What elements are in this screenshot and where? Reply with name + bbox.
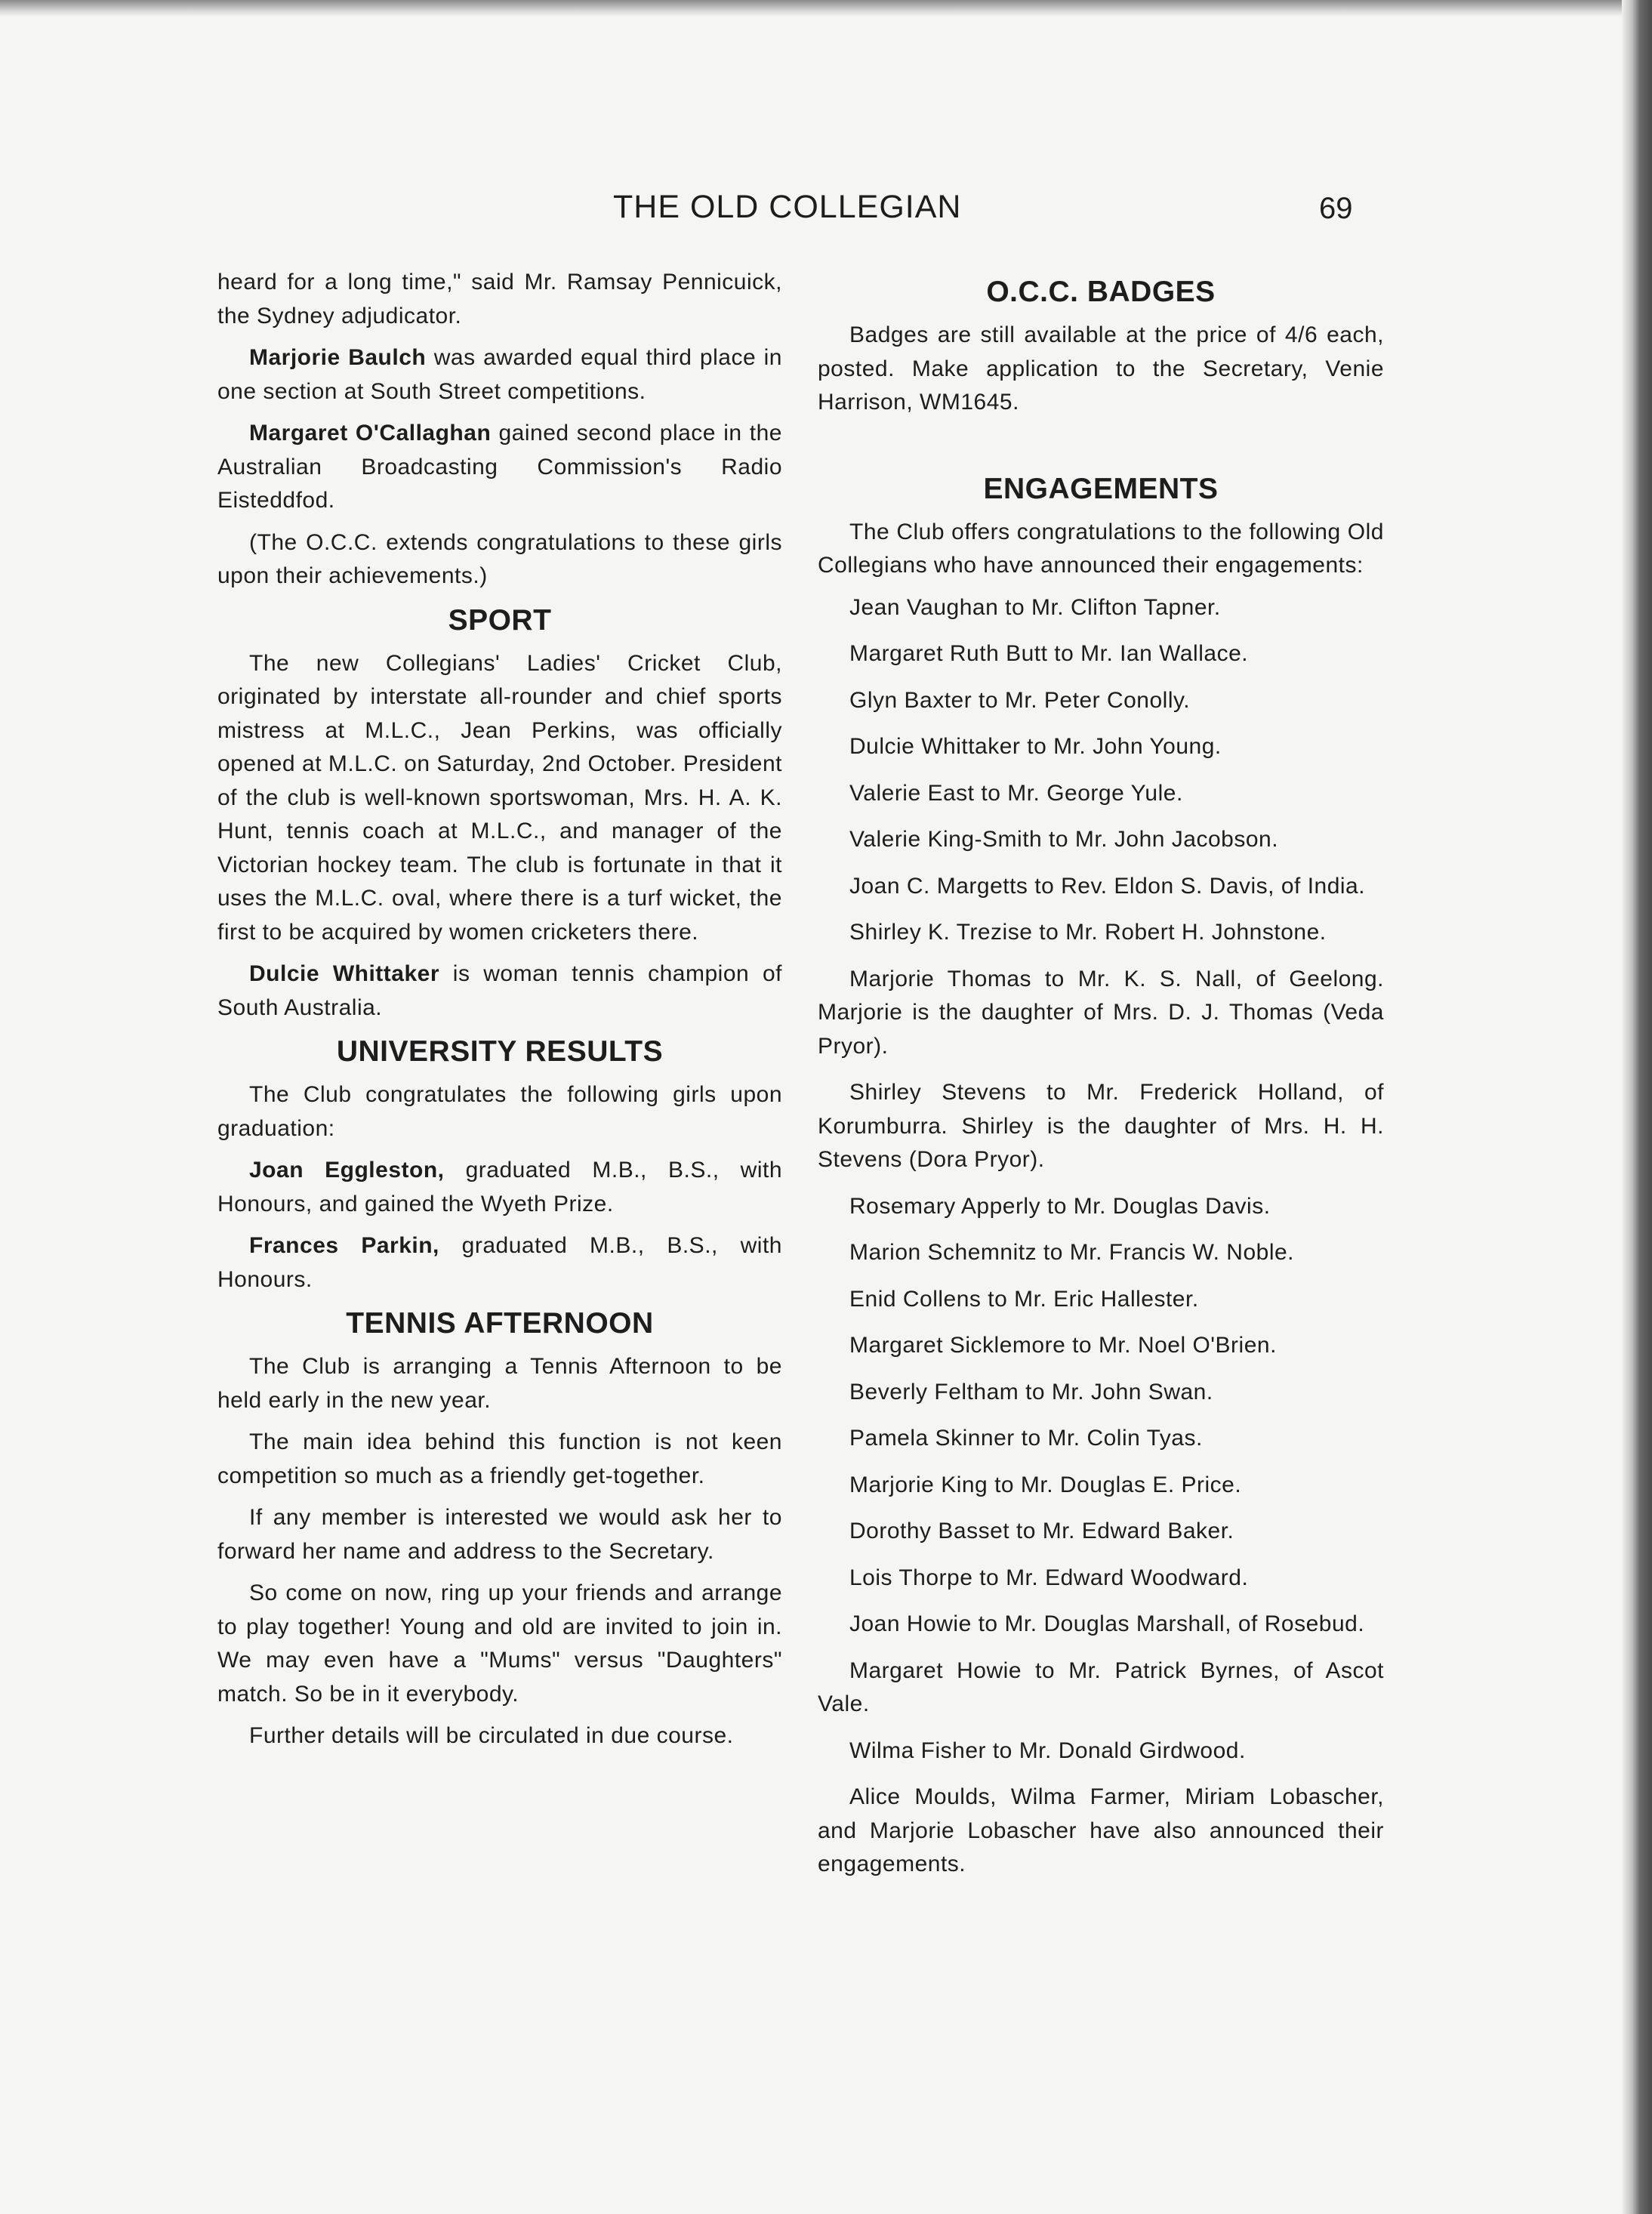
eggleston-paragraph (217, 1154, 782, 1221)
engagement-entry: Dulcie Whittaker to Mr. John Young. (849, 734, 1222, 759)
engagement-entry: Marjorie Thomas to Mr. K. S. Nall, of Geelong. Marjorie is the daughter of Mrs. D. J. Thomas (Veda Pryor). (818, 966, 1384, 1059)
engagement-entry: Valerie East to Mr. George Yule. (849, 780, 1183, 806)
engagement-entry: Joan C. Margetts to Rev. Eldon S. Davis, of India. (849, 873, 1366, 899)
running-title: THE OLD COLLEGIAN (613, 189, 962, 225)
tennis-paragraph-2: The main idea behind this function is not keen competition so much as a friendly get-together. (217, 1429, 782, 1488)
university-heading: UNIVERSITY RESULTS (336, 1035, 664, 1068)
engagement-entry: Glyn Baxter to Mr. Peter Conolly. (849, 687, 1191, 713)
eggleston-name: Joan Eggleston, (249, 1158, 445, 1183)
whittaker-text: is woman tennis champion of South Australia. (217, 961, 782, 1020)
engagement-entry: Dorothy Basset to Mr. Edward Baker. (849, 1519, 1234, 1543)
engagement-entry: Valerie King-Smith to Mr. John Jacobson. (849, 827, 1279, 852)
page-header (0, 189, 1623, 234)
tennis-paragraph-4: So come on now, ring up your friends and arrange to play together! Young and old are invited to join in. We may even have a "Mums" versus "Daughters" match. So be in it everybody. (217, 1580, 782, 1707)
engagement-entry: Marion Schemnitz to Mr. Francis W. Noble. (849, 1240, 1295, 1265)
eggleston-text: graduated M.B., B.S., with Honours, and gained the Wyeth Prize. (217, 1158, 782, 1216)
engagement-entry: Rosemary Apperly to Mr. Douglas Davis. (849, 1193, 1271, 1219)
ocallaghan-text: gained second place in the Australian Broadcasting Commission's Radio Eisteddfod. (217, 421, 782, 513)
baulch-paragraph (217, 341, 782, 409)
engagement-entry: Lois Thorpe to Mr. Edward Woodward. (849, 1565, 1249, 1590)
sport-paragraph: The new Collegians' Ladies' Cricket Club, originated by interstate all-rounder and chief sports mistress at M.L.C., Jean Perkins, was officially opened at M.L.C. on Saturday, 2nd October. President of the club is well-known sportswoman, Mrs. H. A. K. Hunt, tennis coach at M.L.C., and manager of the Victorian hockey team. The club is fortunate in that it uses the M.L.C. oval, where there is a turf wicket, the first to be acquired by women cricketers there. (217, 650, 782, 945)
engagement-entry: Marjorie King to Mr. Douglas E. Price. (849, 1472, 1242, 1497)
engagement-entry: Pamela Skinner to Mr. Colin Tyas. (849, 1426, 1203, 1451)
congrats-note: (The O.C.C. extends congratulations to these girls upon their achievements.) (217, 529, 782, 588)
engagement-entry: Margaret Howie to Mr. Patrick Byrnes, of Ascot Vale. (818, 1657, 1384, 1716)
page-number: 69 (1319, 192, 1353, 225)
university-intro: The Club congratulates the following girls upon graduation: (217, 1082, 782, 1141)
whittaker-name: Dulcie Whittaker (249, 961, 440, 986)
engagement-entry: Alice Moulds, Wilma Farmer, Miriam Lobascher, and Marjorie Lobascher have also announced their engagements. (818, 1784, 1384, 1876)
engagement-entry: Margaret Ruth Butt to Mr. Ian Wallace. (849, 641, 1249, 666)
engagement-list (818, 591, 1384, 1882)
badges-heading: O.C.C. BADGES (986, 276, 1216, 308)
badges-paragraph: Badges are still available at the price of 4/6 each, posted. Make application to the Secretary, Venie Harrison, WM1645. (818, 322, 1384, 415)
intro-continued-paragraph: heard for a long time," said Mr. Ramsay Pennicuick, the Sydney adjudicator. (217, 270, 782, 328)
engagement-entry: Shirley Stevens to Mr. Frederick Holland, of Korumburra. Shirley is the daughter of Mrs. H. H. Stevens (Dora Pryor). (818, 1080, 1384, 1172)
engagement-entry: Shirley K. Trezise to Mr. Robert H. Johnstone. (849, 920, 1327, 945)
tennis-paragraph-1: The Club is arranging a Tennis Afternoon to be held early in the new year. (217, 1354, 782, 1413)
parkin-name: Frances Parkin, (249, 1233, 439, 1258)
engagement-entry: Joan Howie to Mr. Douglas Marshall, of Rosebud. (849, 1611, 1365, 1636)
parkin-text: graduated M.B., B.S., with Honours. (217, 1233, 782, 1292)
tennis-heading: TENNIS AFTERNOON (346, 1307, 654, 1340)
engagements-heading: ENGAGEMENTS (983, 472, 1219, 505)
left-column (217, 266, 782, 1762)
engagement-entry: Margaret Sicklemore to Mr. Noel O'Brien. (849, 1333, 1277, 1358)
engagements-intro: The Club offers congratulations to the following Old Collegians who have announced their engagements: (818, 519, 1384, 578)
whittaker-paragraph (217, 957, 782, 1025)
page-edge-shadow (0, 0, 1652, 17)
engagement-entry: Beverly Feltham to Mr. John Swan. (849, 1379, 1213, 1405)
engagement-entry: Jean Vaughan to Mr. Clifton Tapner. (849, 594, 1221, 620)
sport-heading: SPORT (448, 603, 552, 637)
tennis-paragraph-3: If any member is interested we would ask her to forward her name and address to the Secretary. (217, 1505, 782, 1564)
right-column (818, 266, 1384, 1895)
engagement-entry: Enid Collens to Mr. Eric Hallester. (849, 1286, 1199, 1312)
section-spacer (818, 428, 1384, 463)
ocallaghan-name: Margaret O'Callaghan (249, 421, 492, 446)
ocallaghan-paragraph (217, 417, 782, 518)
page-binding-edge (1622, 0, 1652, 2214)
baulch-name: Marjorie Baulch (249, 345, 427, 370)
baulch-text: was awarded equal third place in one section at South Street competitions. (217, 345, 782, 404)
parkin-paragraph (217, 1229, 782, 1297)
engagement-entry: Wilma Fisher to Mr. Donald Girdwood. (849, 1738, 1246, 1763)
tennis-paragraph-5: Further details will be circulated in due course. (249, 1723, 734, 1748)
